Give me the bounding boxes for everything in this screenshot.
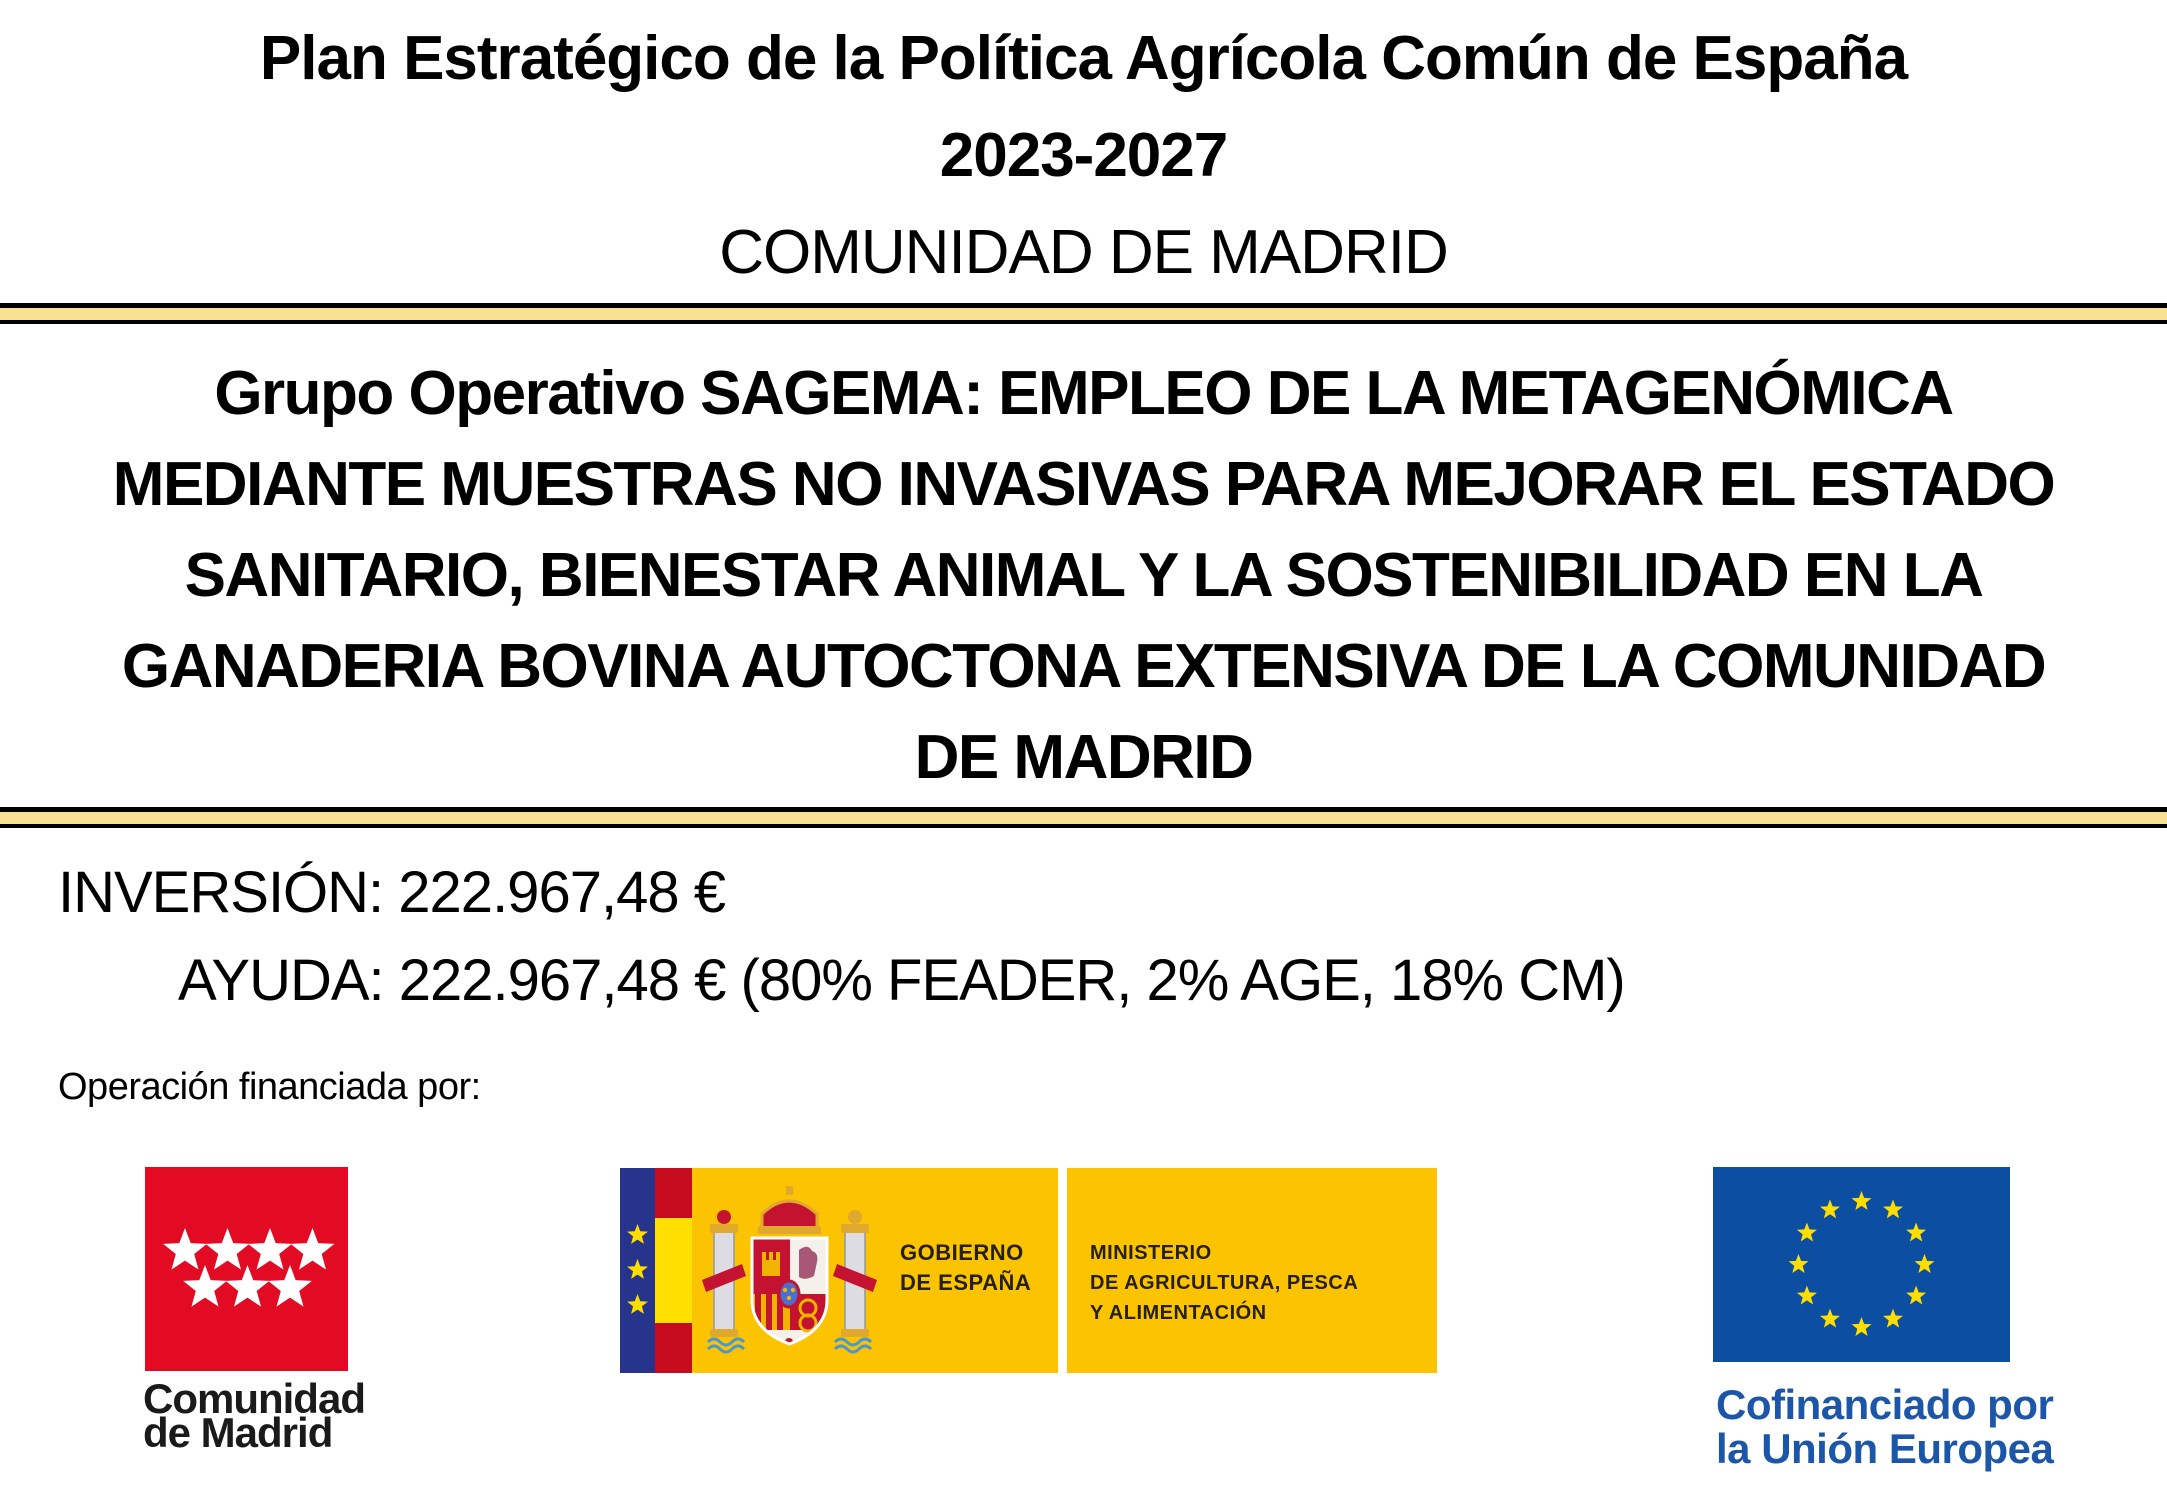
project-title-line: SANITARIO, BIENESTAR ANIMAL Y LA SOSTENIBILIDAD EN LA	[184, 541, 1983, 610]
gobierno-caption-line: DE ESPAÑA	[900, 1270, 1032, 1295]
inversion-line	[58, 858, 725, 928]
project-title-line: Grupo Operativo SAGEMA: EMPLEO DE LA METAGENÓMICA	[214, 359, 1953, 428]
ministerio-box	[1067, 1168, 1437, 1373]
ayuda-label: AYUDA:	[178, 948, 384, 1013]
eu-caption-line: la Unión Europea	[1716, 1425, 2054, 1472]
project-title-line: GANADERIA BOVINA AUTOCTONA EXTENSIVA DE LA COMUNIDAD	[121, 632, 2046, 701]
divider-bar-top	[0, 303, 2167, 324]
eu-stripe	[620, 1168, 655, 1373]
gobierno-espana-caption	[900, 1238, 1031, 1298]
gobierno-box	[692, 1168, 1058, 1373]
flag-yellow-middle	[655, 1218, 692, 1323]
gobierno-espana-logo	[620, 1168, 1437, 1373]
ministerio-caption-line: Y ALIMENTACIÓN	[1090, 1302, 1267, 1324]
page-title: Plan Estratégico de la Política Agrícola Común de España	[259, 24, 1908, 93]
inversion-label: INVERSIÓN:	[58, 860, 384, 925]
ayuda-value: 222.967,48 € (80% FEADER, 2% AGE, 18% CM)	[398, 948, 1625, 1013]
eu-flag-logo	[1713, 1167, 2010, 1362]
comunidad-madrid-caption	[143, 1375, 365, 1456]
eu-caption-line: Cofinanciado por	[1716, 1381, 2054, 1428]
ayuda-line	[178, 946, 1625, 1016]
ministerio-caption-line: MINISTERIO	[1090, 1242, 1212, 1264]
project-title-block	[0, 348, 2167, 803]
spain-coat-of-arms-icon	[702, 1184, 877, 1356]
comunidad-madrid-logo	[145, 1167, 348, 1371]
funding-intro-text: Operación financiada por:	[58, 1066, 481, 1108]
page-title-period: 2023-2027	[939, 121, 1228, 190]
project-title-line: MEDIANTE MUESTRAS NO INVASIVAS PARA MEJORAR EL ESTADO	[112, 450, 2055, 519]
cm-caption-line: de Madrid	[143, 1409, 333, 1456]
flag-red-top	[655, 1168, 692, 1218]
eu-cofunding-caption	[1716, 1383, 2053, 1471]
header-title-block	[0, 10, 2167, 301]
ministerio-caption-line: DE AGRICULTURA, PESCA	[1090, 1272, 1359, 1294]
ministerio-caption	[1090, 1238, 1358, 1328]
eu-stripe-stars-icon	[620, 1168, 655, 1373]
cm-caption-line: Comunidad	[143, 1375, 365, 1422]
gobierno-caption-line: GOBIERNO	[900, 1240, 1024, 1265]
spain-flag-stripe	[655, 1168, 692, 1373]
flag-red-bottom	[655, 1323, 692, 1373]
inversion-value: 222.967,48 €	[398, 860, 725, 925]
project-title-line: DE MADRID	[914, 723, 1253, 792]
page-title-region: COMUNIDAD DE MADRID	[719, 218, 1448, 287]
madrid-seven-stars-icon	[145, 1167, 348, 1371]
divider-bar-bottom	[0, 807, 2167, 828]
eu-stars-circle-icon	[1713, 1167, 2010, 1362]
